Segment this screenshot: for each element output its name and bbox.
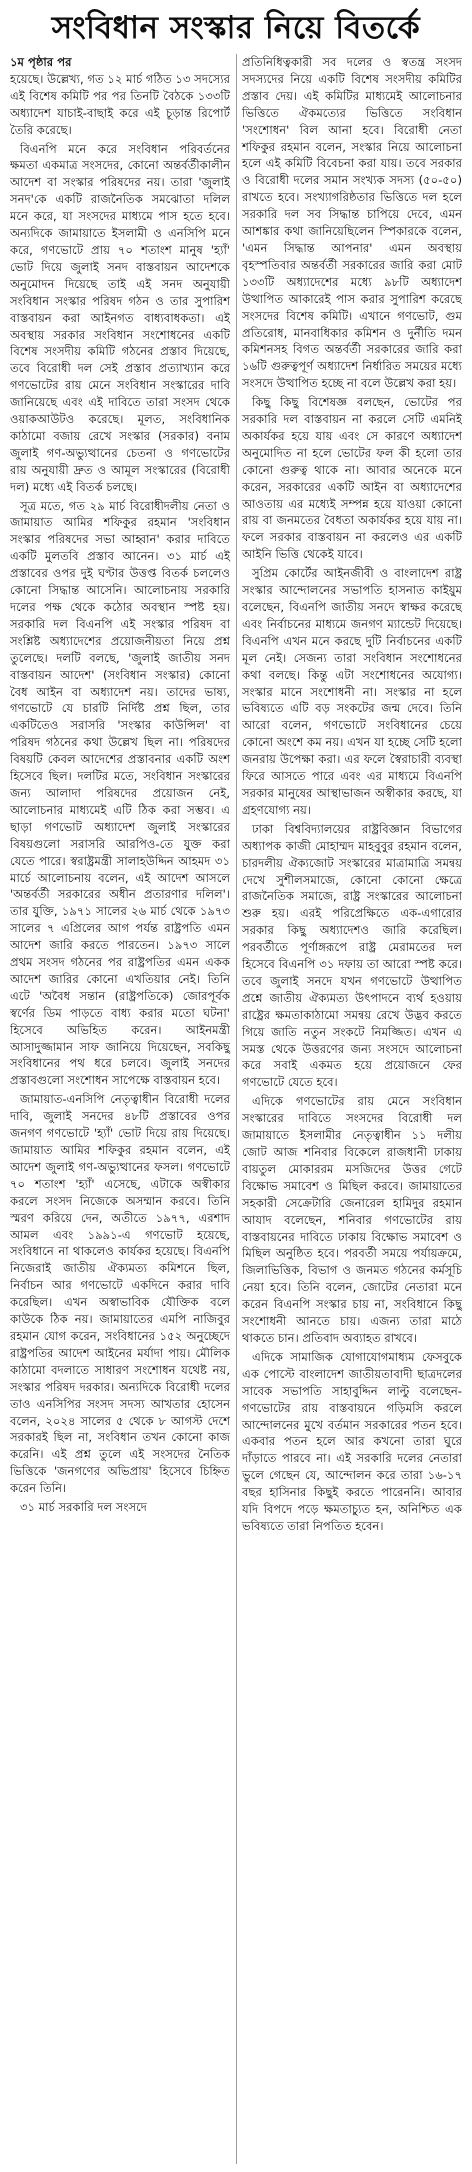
continued-from-label: ১ম পৃষ্ঠার পর (10, 55, 72, 69)
article-paragraph: সুপ্রিম কোর্টের আইনজীবী ও বাংলাদেশ রাষ্ট্র সংস্কার আন্দোলনের সভাপতি হাসনাত কাইয়ুম বলেছেন, বিএনপি জাতীয় সনদে স্বাক্ষর করেছে এবং নির্বাচনের মাধ্যমে জনগণ ম্যান্ডেট দিয়েছে। বিএনপি এখন মনে করছে দুটি নির্বাচনের একটি মূল নেই। সেজন্য তারা সংবিধান সংশোধনের কথা বলছে। কিন্তু এটা সংশোধনের অযোগ্য। সংস্কার মানে সংশোধনী না। সংস্কার না হলে ভবিষ্যতে এটি বড় সংকটের জন্ম দেবে। তিনি আরো বলেন, গণভোটে সংবিধানের চেয়ে কোনো অংশে কম নয়। এখন যা হচ্ছে সেটি হলো জনরায় উপেক্ষা করা। এর ফলে স্বৈরাচারী ব্যবস্থা ফিরে আসতে পারে এবং এর মাধ্যমে বিএনপি সরকার মানুষের আস্থাভাজন অস্বীকার করছে, যা গ্রহণযোগ্য নয়। (242, 566, 462, 817)
article-columns (10, 54, 462, 2164)
article-paragraph: প্রতিনিধিত্বকারী সব দলের ও স্বতন্ত্র সংসদ সদস্যদের নিয়ে একটি বিশেষ সংসদীয় কমিটির প্রস্তাব দেয়। এই কমিটির মাধ্যমেই আলোচনার ভিত্তিতে ঐকমত্যের ভিত্তিতে সংবিধান 'সংশোধন' বিল আনা হবে। বিরোধী নেতা শফিকুর রহমান বলেন, সংস্কার নিয়ে আলোচনা হলে এই কমিটি বিবেচনা করা যায়। তবে সরকার ও বিরোধী দলের সমান সংখ্যক সদস্য (৫০-৫০) রাখতে হবে। সংখ্যাগরিষ্ঠতার ভিত্তিতে দল হলে সরকারি দল সব সিদ্ধান্ত চাপিয়ে দেবে, এমন আশঙ্কার কথা জানিয়েছিলেন স্পিকারকে বলেন, 'এমন সিদ্ধান্ত আপনার' এমন অবস্থায় বৃহস্পতিবার অন্তর্বর্তী সরকারের জারি করা মোট ১৩৩টি অধ্যাদেশের মধ্যে ৯৮টি অধ্যাদেশ উত্থাপিত আকারেই পাস করার সুপারিশ করেছে সংসদের বিশেষ কমিটি। এখানে গণভোট, গুম প্রতিরোধ, মানবাধিকার কমিশন ও দুর্নীতি দমন কমিশনসহ বিগত অন্তর্বর্তী সরকারের জারি করা ১৬টি গুরুত্বপূর্ণ অধ্যাদেশ নির্ধারিত সময়ের মধ্যে সংসদে উত্থাপিত হচ্ছে না বলে উল্লেখ করা হয়। (242, 55, 462, 391)
article-paragraph: এদিকে সামাজিক যোগাযোগমাধ্যম ফেসবুকে এক পোস্টে বাংলাদেশ জাতীয়তাবাদী ছাত্রদলের সাবেক সভাপতি সাহাবুদ্দিন লাল্টু বলেছেন- গণভোটের রায় বাস্তবায়নে গড়িমসি করলে আন্দোলনের মুখে বর্তমান সরকারের পতন হবে। একবার পতন হলে আর কখনো তারা ঘুরে দাঁড়াতে পারবে না। এই সরকারি দলের নেতারা ভুলে গেছেন যে, আন্দোলন করে তারা ১৬-১৭ বছর হাসিনার কিছুই করতে পারেননি। আবার যদি বিপদে পড়ে ক্ষমতাচ্যুত হন, অনিশ্চিত এক ভবিষ্যতে তারা নিপতিত হবেন। (242, 1349, 462, 1533)
column-divider (233, 54, 239, 2164)
article-paragraph: ঢাকা বিশ্ববিদ্যালয়ের রাষ্ট্রবিজ্ঞান বিভাগের অধ্যাপক কাজী মোহাম্মদ মাহবুবুর রহমান বলেন, চারদলীয় ঐক্যজোট সংস্কারের মাত্রামাত্রি সমন্বয় দেখে সুশীলসমাজে, কোনো কোনো ক্ষেত্রে রাজনৈতিক সমাজে, রাষ্ট্র সংস্কারের আলোচনা শুরু হয়। এরই পরিপ্রেক্ষিতে এক-এগারোর সরকার কিছু অধ্যাদেশও জারি করেছিল। পরবর্তীতে পূর্ণাঙ্গরূপে রাষ্ট্র মেরামতের দল হিসেবে বিএনপি ৩১ দফায় তা আরো স্পষ্ট করে। তবে জুলাই সনদে যখন গণভোটে উত্থাপিত প্রশ্নে জাতীয় ঐক্যমত্য উৎপাদনে ব্যর্থ হওয়ায় রাষ্ট্রের ক্ষমতাকাঠামো সমন্বয় রেখে উদ্ভব করতে গিয়ে জাতি নতুন সংকটে নিমজ্জিত। এখন এ সমস্ত থেকে উত্তরণের জন্য সংসদে আলোচনা করে সবাই একমত হয়ে প্রয়োজনে ফের গণভোটে যেতে হবে। (242, 821, 462, 1090)
article-paragraph: সূত্র মতে, গত ২৯ মার্চ বিরোধীদলীয় নেতা ও জামায়াত আমির শফিকুর রহমান 'সংবিধান সংস্কার পরিষদের সভা আহ্বান' করার দাবিতে একটি মুলতবি প্রস্তাব আনেন। ৩১ মার্চ এই প্রস্তাবের ওপর দুই ঘণ্টার উত্তপ্ত বিতর্ক চললেও কোনো সিদ্ধান্ত আসেনি। আলোচনায় সরকারি দলের পক্ষ থেকে কঠোর অবস্থান স্পষ্ট হয়। সরকারি দল বিএনপি এই সংস্কার পরিষদ বা সংশ্লিষ্ট অধ্যাদেশের প্রয়োজনীয়তা নিয়ে প্রশ্ন তুলেছে। দলটি বলছে, 'জুলাই জাতীয় সনদ বাস্তবায়ন আদেশ' (সংবিধান সংস্কার) কোনো বৈধ আইন বা অধ্যাদেশ নয়। তাদের ভাষ্য, গণভোটে যে চারটি নির্দিষ্ট প্রশ্ন ছিল, তার একটিতেও সরাসরি 'সংস্কার কাউন্সিল' বা পরিষদ গঠনের কথা উল্লেখ ছিল না। পরিষদের বিষয়টি কেবল আদেশের প্রস্তাবনার একটি অংশ হিসেবে ছিল। দলটির মতে, সংবিধান সংস্কারের জন্য আলাদা পরিষদের প্রয়োজন নেই, আলোচনার মাধ্যমেই এটি ঠিক করা সম্ভব। এ ছাড়া গণভোট অধ্যাদেশ জুলাই সংস্কারের বিষয়গুলো সরাসরি আরপিও-তে যুক্ত করা যেতে পারে। স্বরাষ্ট্রমন্ত্রী সালাহউদ্দিন আহমদ ৩১ মার্চে আলোচনায় বলেন, এই আদেশ আসলে 'অন্তর্বর্তী সরকারের অধীন প্রতারণার দলিল'। তার যুক্তি, ১৯৭১ সালের ২৬ মার্চ থেকে ১৯৭৩ সালের ৭ এপ্রিলের আগ পর্যন্ত রাষ্ট্রপতি এমন আদেশ জারি করতে পারতেন। ১৯৭৩ সালে প্রথম সংসদ গঠনের পর রাষ্ট্রপতির এমন একক আদেশ জারির কোনো এখতিয়ার নেই। তিনি এটে 'অবৈধ সন্তান (রাষ্ট্রপতিকে) জোরপূর্বক স্বর্ণের ডিম পাড়তে বাধ্য করার মতো ঘটনা' হিসেবে অভিহিত করেন। আইনমন্ত্রী আসাদুজ্জামান সাফ জানিয়ে দিয়েছেন, সবকিছু সংবিধানের পথ ধরে চলবে। জুলাই সনদের প্রস্তাবগুলো সংশোধন সাপেক্ষে বাস্তবায়ন হবে। (10, 498, 230, 1088)
article-paragraph: জামায়াত-এনসিপি নেতৃত্বাধীন বিরোধী দলের দাবি, জুলাই সনদের ৪৮টি প্রস্তাবের ওপর জনগণ গণভোটে 'হ্যাঁ' ভোট দিয়ে রায় দিয়েছে। জামায়াত আমির শফিকুর রহমান বলেন, এই আদেশ জুলাই গণ-অভ্যুত্থানের ফসল। গণভোটে ৭০ শতাংশ 'হ্যাঁ' এসেছে, এটাকে অস্বীকার করলে সংসদ নিজেকে অসম্মান করবে। তিনি স্মরণ করিয়ে দেন, অতীতে ১৯৭৭, এরশাদ আমল এবং ১৯৯১-এ গণভোট হয়েছে, সংবিধানে না থাকলেও কার্যকর হয়েছে। বিএনপি নিজেরাই জাতীয় ঐক্যমত্য কমিশনে ছিল, নির্বাচন আর গণভোটে একদিনে করার দাবি করেছিল। এখন অস্বাভাবিক যৌক্তিক বলে কাউকে ঠিক নয়। জামায়াতের এমপি নাজিবুর রহমান যোগ করেন, সংবিধানের ১৫২ অনুচ্ছেদে রাষ্ট্রপতির আদেশ আইনের মর্যাদা পায়। মৌলিক কাঠামো বদলাতে সাধারণ সংশোধন যথেষ্ট নয়, সংস্কার পরিষদ দরকার। অন্যদিকে বিরোধী দলের তাও এনসিপির সংসদ সদস্য আখতার হোসেন বলেন, ২০২৪ সালের ৫ থেকে ৮ আগস্ট দেশে সরকারই ছিল না, সংবিধান তখন কোনো কাজ করেনি। এই প্রশ্ন তুলে এই সংসদের নৈতিক ভিত্তিকে 'জনগণের অভিপ্রায়' হিসেবে চিহ্নিত করেন তিনি। (10, 1092, 230, 1496)
right-column (239, 54, 462, 2164)
article-paragraph: কিছু কিছু বিশেষজ্ঞ বলছেন, ভোটের পর সরকারি দল বাস্তবায়ন না করলে সেটি এমনিই অকার্যকর হয়ে যায় এবং সে কারণে অধ্যাদেশ অনুমোদিত না হলে ভোটের ফল কী হলো তার কোনো গুরুত্ব থাকে না। আবার অনেকে মনে করেন, সরকারের একটি আইন বা অধ্যাদেশের আওতায় এর মধ্যেই সম্পন্ন হয়ে যাওয়া কোনো রায় বা জনমতের বৈধতা অকার্যকর হয়ে যায় না। ফলে সরকার বাস্তবায়ন না করলেও এর একটি আইনি ভিত্তি থেকেই যাবে। (242, 395, 462, 562)
article-paragraph: বিএনপি মনে করে সংবিধান পরিবর্তনের ক্ষমতা একমাত্র সংসদের, কোনো অন্তর্বর্তীকালীন আদেশ বা সংস্কার পরিষদের নয়। তারা 'জুলাই সনদ'কে একটি রাজনৈতিক সমঝোতা দলিল মনে করে, যা সংসদের মাধ্যমে পাস হতে হবে। অন্যদিকে জামায়াতে ইসলামী ও এনসিপি মনে করে, গণভোটে প্রায় ৭০ শতাংশ মানুষ 'হ্যাঁ' ভোট দিয়ে জুলাই সনদ বাস্তবায়ন আদেশকে অনুমোদন দিয়েছে তাই এই সনদ অনুযায়ী সংবিধান সংস্কার পরিষদ গঠন ও তার সুপারিশ বাস্তবায়ন করা আইনগত বাধ্যবাধকতা। এই অবস্থায় সরকার সংবিধান সংশোধনের একটি বিশেষ সংসদীয় কমিটি গঠনের প্রস্তাব দিয়েছে, তবে বিরোধী দল সেই প্রস্তাব প্রত্যাখ্যান করে গণভোটের রায় মেনে সংবিধান সংস্কারের দাবি জানিয়েছে এবং এই দাবিতে তারা সংসদ থেকে ওয়াকআউটও করেছে। মূলত, সংবিধানিক কাঠামো বজায় রেখে সংস্কার (সরকার) বনাম জুলাই গণ-অভ্যুত্থানের চেতনা ও গণভোটের রায় অনুযায়ী দ্রুত ও আমূল সংস্কারের (বিরোধী দল) মধ্যে এই বিতর্ক চলছে। (10, 141, 230, 494)
article-paragraph: হয়েছে। উল্লেখ্য, গত ১২ মার্চ গঠিত ১৩ সদস্যের এই বিশেষ কমিটি পর পর তিনটি বৈঠকে ১৩৩টি অধ্যাদেশ যাচাই-বাছাই করে এই চূড়ান্ত রিপোর্ট তৈরি করেছে। (10, 71, 230, 137)
article-paragraph: ৩১ মার্চ সরকারি দল সংসদে (20, 1500, 147, 1515)
article-headline: সংবিধান সংস্কার নিয়ে বিতর্কে (51, 10, 421, 46)
article-paragraph: এদিকে গণভোটের রায় মেনে সংবিধান সংস্কারের দাবিতে সংসদের বিরোধী দল জামায়াতে ইসলামীর নেতৃত্বাধীন ১১ দলীয় জোট আজ শনিবার বিকেলে রাজধানী ঢাকায় বায়তুল মোকাররম মসজিদের উত্তর গেটে বিক্ষোভ সমাবেশ ও মিছিল করবে। জামায়াতের সহকারী সেক্রেটারি জেনারেল হামিদুর রহমান আযাদ বলেছেন, শনিবার গণভোটের রায় বাস্তবায়নের দাবিতে ঢাকায় বিক্ষোভ সমাবেশ ও মিছিল অনুষ্ঠিত হবে। পরবর্তী সময়ে পর্যায়ক্রমে, জিলাভিত্তিক, বিভাগ ও জনমত গঠনের কর্মসূচি নেয়া হবে। তিনি বলেন, জোটের নেতারা মনে করেন বিএনপি সংস্কার চায় না, সংবিধানে কিছু সংশোধনী আনতে চায়। এজন্য তারা মাঠে থাকতে চান। প্রতিবাদ অব্যাহত রাখবে। (242, 1094, 462, 1345)
left-column (10, 54, 233, 2164)
